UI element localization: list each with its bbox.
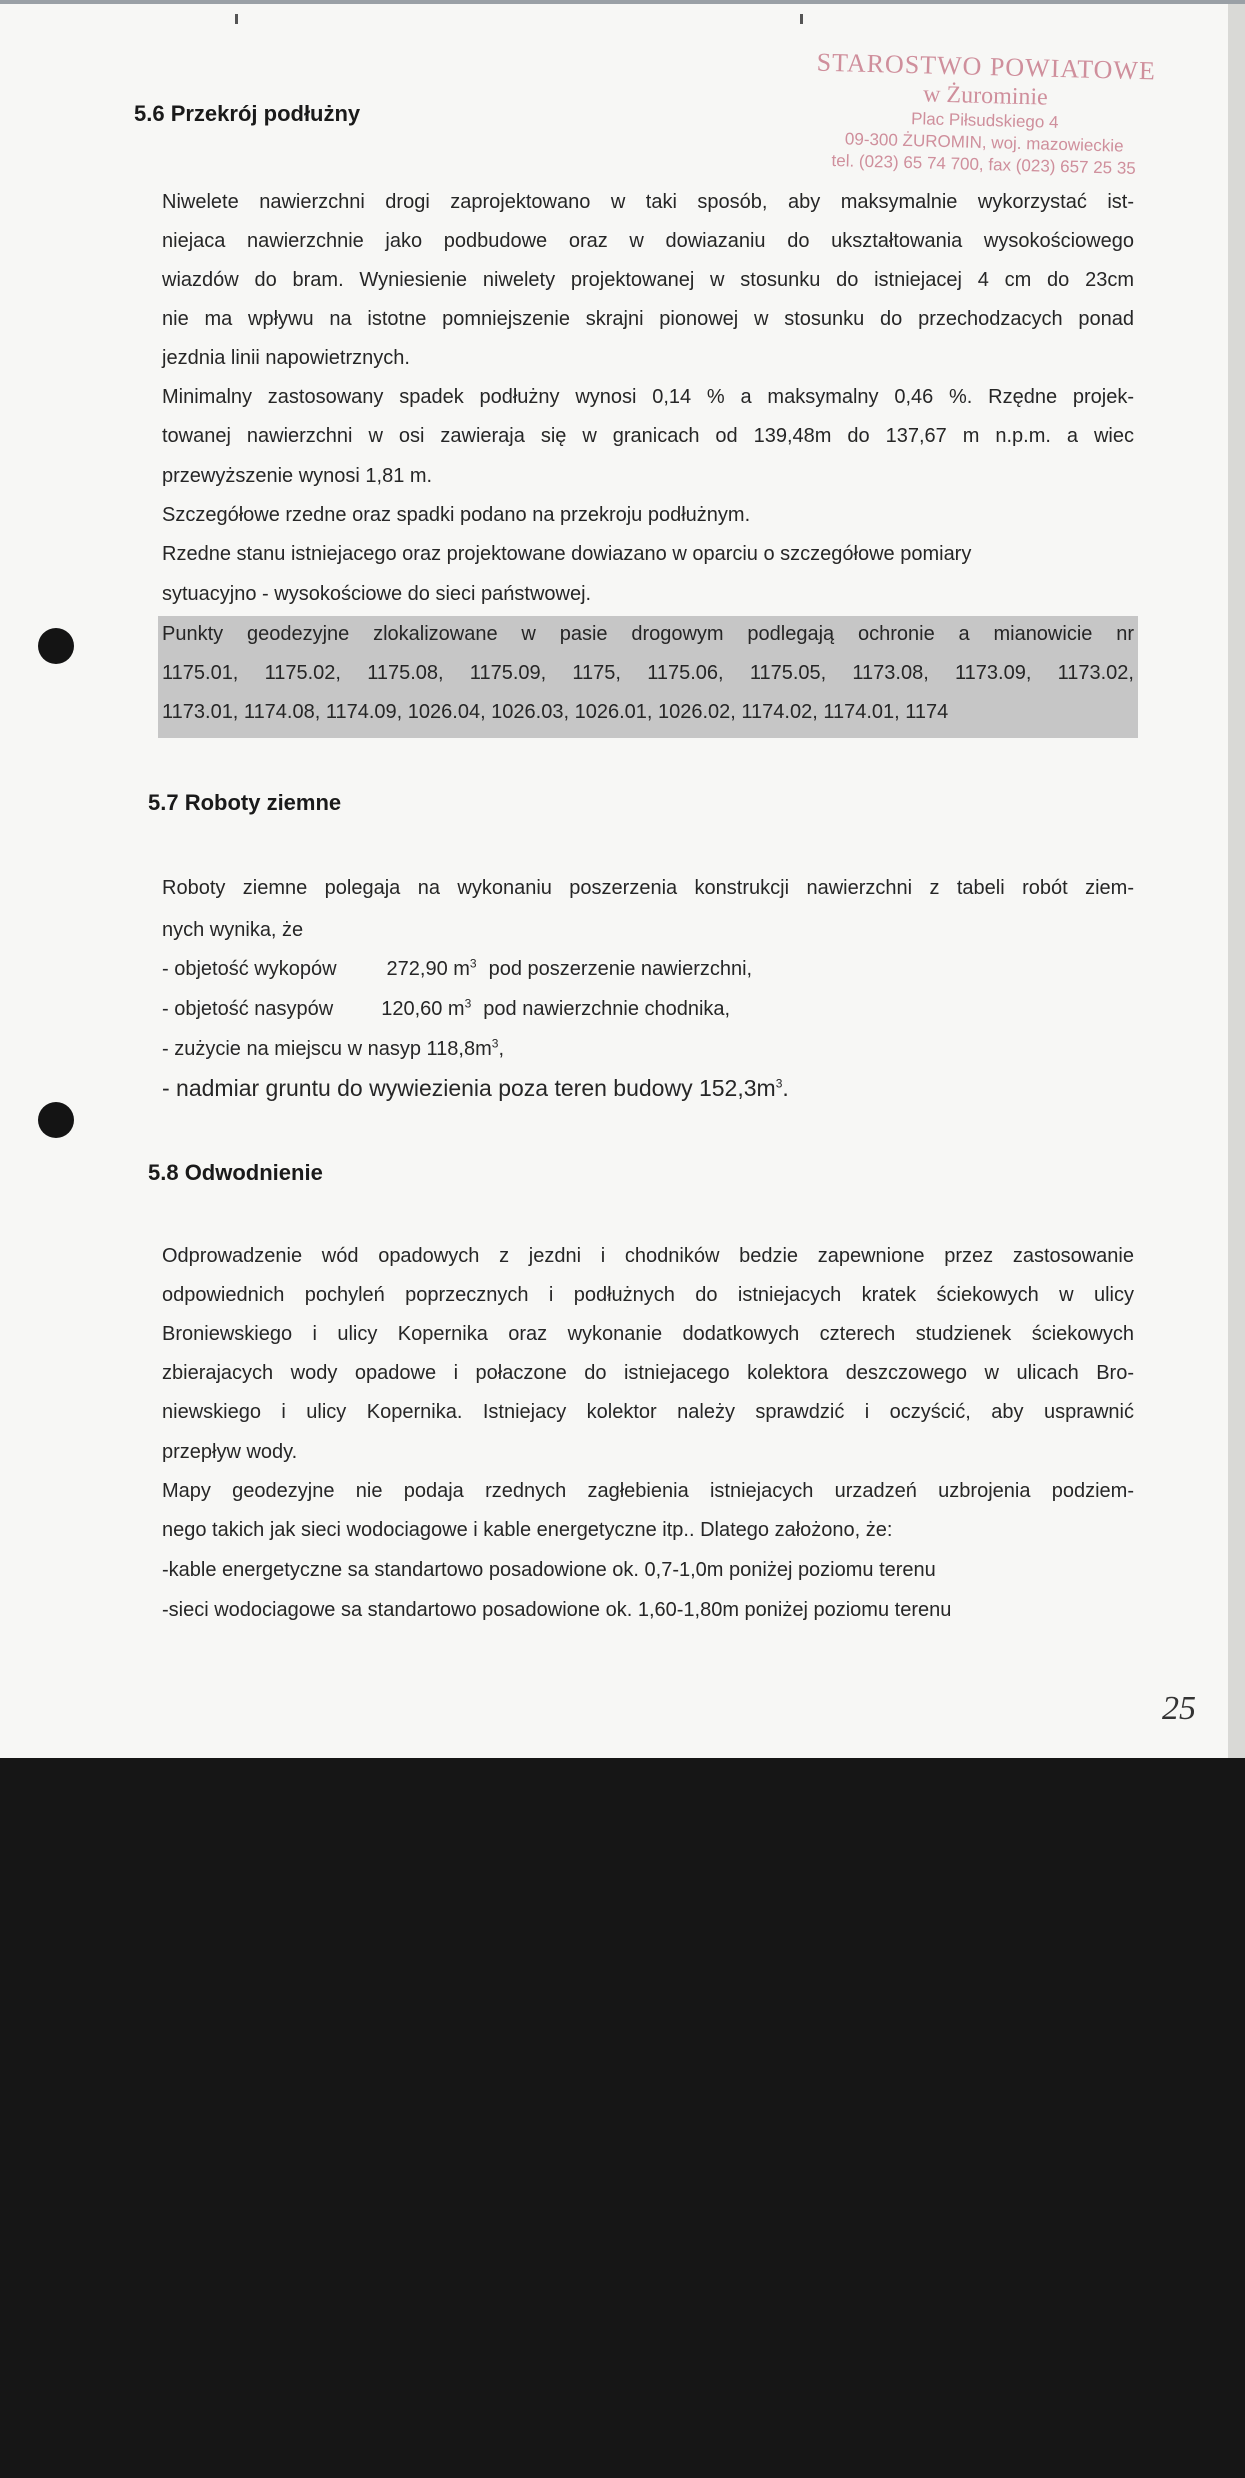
text-line: towanej nawierzchni w osi zawieraja się w granicach od 139,48m do 137,67 m n.p.m. a wiec	[162, 425, 1134, 447]
earthwork-item: - objetość nasypów 120,60 $m^3$ pod nawierzchnie chodnika,	[162, 996, 731, 1020]
text-line: Roboty ziemne polegaja na wykonaniu poszerzenia konstrukcji nawierzchni z tabeli robót ziem-	[162, 877, 1134, 899]
page-edge	[1228, 0, 1245, 1758]
text-line: nych wynika, że	[162, 919, 304, 941]
section-heading: 5.8 Odwodnienie	[148, 1160, 323, 1185]
text-line: Szczegółowe rzedne oraz spadki podano na przekroju podłużnym.	[162, 504, 751, 526]
text-line: niewskiego i ulicy Kopernika. Istniejacy kolektor należy sprawdzić i oczyścić, aby usprawnić	[162, 1401, 1134, 1423]
punch-hole	[38, 628, 74, 664]
text-line: Broniewskiego i ulicy Kopernika oraz wykonanie dodatkowych czterech studzienek ściekowych	[162, 1323, 1134, 1345]
text-line: przewyższenie wynosi 1,81 m.	[162, 465, 433, 487]
text-line: nie ma wpływu na istotne pomniejszenie skrajni pionowej w stosunku do przechodzacych ponad	[162, 308, 1134, 330]
text-line: Mapy geodezyjne nie podaja rzednych zagłebienia istniejacych urzadzeń uzbrojenia podziem-	[162, 1480, 1134, 1502]
scan-top-edge	[0, 0, 1245, 4]
text-line: odpowiednich pochyleń poprzecznych i podłużnych do istniejacych kratek ściekowych w ulicy	[162, 1284, 1134, 1306]
earthwork-item: - nadmiar gruntu do wywiezienia poza teren budowy $152,3m^3$.	[162, 1075, 789, 1101]
text-line: -sieci wodociagowe sa standartowo posadowione ok. 1,60-1,80m poniżej poziomu terenu	[162, 1599, 952, 1621]
text-line: niejaca nawierzchnie jako podbudowe oraz w dowiazaniu do ukształtowania wysokościowego	[162, 230, 1134, 252]
text-line: wiazdów do bram. Wyniesienie niwelety projektowanej w stosunku do istniejacej 4 cm do 23cm	[162, 269, 1134, 291]
office-stamp: STAROSTWO POWIATOWE w Żurominie Plac Piłsudskiego 4 09-300 ŻUROMIN, woj. mazowieckie tel. (023) 65 74 700, fax (023) 657 25 35	[816, 47, 1157, 178]
text-line: jezdnia linii napowietrznych.	[162, 347, 410, 369]
page-number: 25	[1162, 1690, 1196, 1727]
section-heading: 5.7 Roboty ziemne	[148, 790, 342, 815]
text-line: zbierajacych wody opadowe i połaczone do istniejacego kolektora deszczowego w ulicach Bro-	[162, 1362, 1134, 1384]
punch-hole	[38, 1102, 74, 1138]
earthwork-item: - objetość wykopów 272,90 $m^3$ pod poszerzenie nawierzchni,	[162, 956, 753, 980]
earthwork-item: - zużycie na miejscu w nasyp $118,8m^3$,	[162, 1036, 505, 1060]
text-line: nego takich jak sieci wodociagowe i kable energetyczne itp.. Dlatego założono, że:	[162, 1519, 893, 1541]
text-line: Rzedne stanu istniejacego oraz projektowane dowiazano w oparciu o szczegółowe pomiary	[162, 543, 972, 565]
text-line: Minimalny zastosowany spadek podłużny wynosi 0,14 % a maksymalny 0,46 %. Rzędne projek-	[162, 386, 1134, 408]
section-heading: 5.6 Przekrój podłużny	[134, 101, 361, 126]
highlight-line: Punkty geodezyjne zlokalizowane w pasie drogowym podlegają ochronie a mianowicie nr	[162, 623, 1134, 645]
text-line: Odprowadzenie wód opadowych z jezdni i chodników bedzie zapewnione przez zastosowanie	[162, 1245, 1134, 1267]
highlight-line: 1173.01, 1174.08, 1174.09, 1026.04, 1026.03, 1026.01, 1026.02, 1174.02, 1174.01, 1174	[162, 701, 949, 723]
scan-mark	[800, 14, 803, 24]
text-line: Niwelete nawierzchni drogi zaprojektowano w taki sposób, aby maksymalnie wykorzystać ist-	[162, 191, 1134, 213]
highlight-line: 1175.01, 1175.02, 1175.08, 1175.09, 1175, 1175.06, 1175.05, 1173.08, 1173.09, 1173.02,	[162, 662, 1134, 684]
scan-mark	[235, 14, 238, 24]
text-line: sytuacyjno - wysokościowe do sieci państwowej.	[162, 583, 592, 605]
text-line: przepływ wody.	[162, 1441, 298, 1463]
text-line: -kable energetyczne sa standartowo posadowione ok. 0,7-1,0m poniżej poziomu terenu	[162, 1559, 936, 1581]
